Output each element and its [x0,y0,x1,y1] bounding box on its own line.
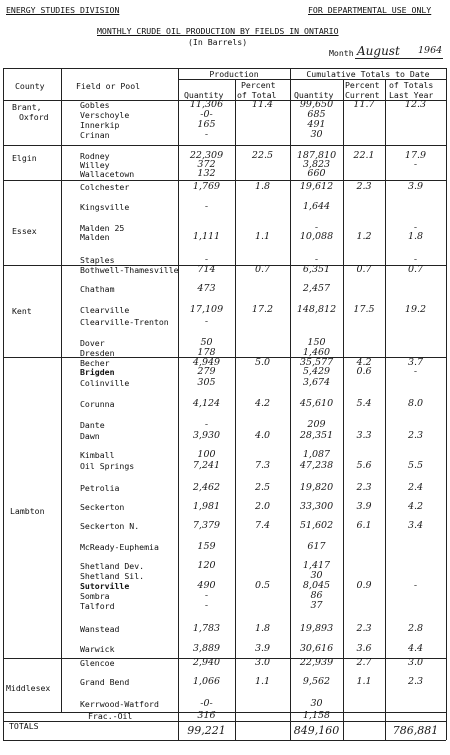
row-quantity: 165 [197,119,216,130]
row-cumulative: 30 [310,570,323,581]
row-last-year: 8.0 [407,398,424,409]
row-cumulative: - [314,254,319,265]
row-cumulative: - [314,222,319,233]
row-cumulative: 3,823 [302,159,331,170]
row-field-name: Shetland Sil. [80,571,145,581]
row-quantity: 2,462 [192,482,221,493]
row-percent-current: 3.9 [356,501,372,512]
row-percent: 0.7 [254,264,271,275]
county-oxford: Oxford [19,112,49,122]
row-percent-current: 22.1 [353,150,375,161]
row-quantity: - [204,201,209,212]
row-quantity: -0- [200,109,213,120]
col-production: Production [209,69,259,79]
row-field-name: Clearville [80,305,130,315]
row-cumulative: 209 [307,419,326,430]
row-quantity: 3,930 [192,430,221,441]
row-field-name: Malden [80,232,110,242]
month-underline [355,58,443,59]
row-field-name: Sutorville [80,581,130,591]
row-percent: 4.2 [254,398,271,409]
row-cumulative: 47,238 [299,460,334,471]
division-name: ENERGY STUDIES DIVISION [6,5,120,15]
row-quantity: 178 [197,347,216,358]
row-percent: 7.3 [254,460,271,471]
month-label: Month [329,48,354,58]
row-quantity: 1,769 [192,181,221,192]
row-cumulative: 6,351 [302,264,331,275]
row-percent-current: 17.5 [353,304,375,315]
col-quantity: Quantity [184,90,224,100]
col-percent-current: Percent [345,80,380,90]
row-cumulative: 150 [307,337,326,348]
row-field-name: Clearville-Trenton [80,317,169,327]
col-percent: Percent [241,80,276,90]
row-field-name: Bothwell-Thamesville [80,265,179,275]
row-cumulative: 86 [310,590,323,601]
row-cumulative: 1,087 [302,449,331,460]
row-percent: 0.5 [254,580,271,591]
row-quantity: - [204,129,209,140]
totals-quantity: 99,221 [187,724,226,737]
row-field-name: McReady-Euphemia [80,542,159,552]
row-last-year: 5.5 [407,460,424,471]
row-cumulative: 1,158 [302,710,331,721]
row-last-year: - [413,366,418,377]
row-percent-current: 2.3 [356,482,372,493]
row-field-name: Seckerton N. [80,521,140,531]
report-subtitle: (In Barrels) [188,37,248,47]
row-percent-current: 4.2 [356,357,372,368]
row-quantity: - [204,600,209,611]
row-cumulative: 5,429 [302,366,331,377]
row-cumulative: 685 [307,109,326,120]
row-last-year: 3.7 [407,357,424,368]
row-field-name: Talford [80,601,115,611]
col-quantity-cumulative: Quantity [294,90,334,100]
row-cumulative: 187,810 [296,150,337,161]
use-notice: FOR DEPARTMENTAL USE ONLY [308,5,432,15]
row-field-name: Becher [80,358,110,368]
row-cumulative: 30 [310,698,323,709]
row-cumulative: 1,460 [302,347,331,358]
row-last-year: 19.2 [404,304,427,315]
row-quantity: 714 [197,264,216,275]
row-field-name: Wallacetown [80,169,135,179]
row-quantity: 2,940 [192,657,221,668]
county-kent: Kent [12,306,32,316]
col-of-total: of Total [237,90,277,100]
row-quantity: - [204,254,209,265]
row-percent-current: 3.3 [356,430,372,441]
county-middlesex: Middlesex [6,683,51,693]
row-cumulative: 2,457 [302,283,331,294]
row-field-name: Kingsville [80,202,130,212]
row-quantity: 7,379 [192,520,221,531]
row-field-name: Innerkip [80,120,120,130]
col-county: County [15,81,45,91]
row-cumulative: 9,562 [302,676,331,687]
row-percent: 1.1 [254,676,271,687]
row-field-name: Rodney [80,151,110,161]
county-essex: Essex [12,226,37,236]
row-percent-current: 2.3 [356,181,372,192]
report-title: MONTHLY CRUDE OIL PRODUCTION BY FIELDS IN ONTARIO [97,26,339,36]
row-last-year: - [413,580,418,591]
row-percent-current: 0.7 [356,264,372,275]
col-current: Current [345,90,380,100]
row-percent: 5.0 [254,357,271,368]
totals-label: TOTALS [9,721,39,731]
row-cumulative: 491 [307,119,326,130]
row-field-name: Wanstead [80,624,120,634]
row-cumulative: 35,577 [299,357,334,368]
row-last-year: 2.3 [407,430,424,441]
row-field-name: Verschoyle [80,110,130,120]
row-quantity: 159 [197,541,216,552]
row-cumulative: 30 [310,129,323,140]
row-last-year: 4.2 [407,501,424,512]
row-field-name: Dante [80,420,105,430]
row-field-name: Shetland Dev. [80,561,145,571]
row-cumulative: 1,644 [302,201,331,212]
row-percent: 2.5 [254,482,271,493]
row-percent: 1.1 [254,231,271,242]
totals-last-year: 786,881 [392,724,439,737]
row-percent: 17.2 [251,304,274,315]
row-last-year: 1.8 [407,231,424,242]
row-field-name: Grand Bend [80,677,130,687]
county-elgin: Elgin [12,153,37,163]
county-brant: Brant, [12,102,42,112]
row-field-name: Warwick [80,644,115,654]
row-quantity: 132 [197,168,216,179]
row-field-name: Oil Springs [80,461,135,471]
row-quantity: 372 [197,159,216,170]
row-field-name: Crinan [80,130,110,140]
row-cumulative: 19,893 [299,623,334,634]
row-last-year: - [413,254,418,265]
row-quantity: 1,981 [192,501,221,512]
row-cumulative: 10,088 [299,231,334,242]
row-cumulative: 19,820 [299,482,334,493]
row-percent-current: 6.1 [356,520,372,531]
row-last-year: 4.4 [407,643,424,654]
row-quantity: 3,889 [192,643,221,654]
row-field-name: Sombra [80,591,110,601]
col-cumulative: Cumulative Totals to Date [306,69,430,79]
row-quantity: 7,241 [192,460,221,471]
row-percent-current: 2.7 [356,657,372,668]
row-last-year: 2.3 [407,676,424,687]
row-last-year: 0.7 [407,264,424,275]
totals-cumulative: 849,160 [293,724,340,737]
row-cumulative: 148,812 [296,304,337,315]
row-last-year: 2.8 [407,623,424,634]
row-field-name: Seckerton [80,502,125,512]
row-quantity: 490 [197,580,216,591]
row-cumulative: 33,300 [299,501,334,512]
row-field-name: Dresden [80,348,115,358]
row-field-name: Corunna [80,399,115,409]
row-field-name: Colchester [80,182,130,192]
row-cumulative: 28,351 [299,430,334,441]
row-percent-current: 0.6 [356,366,372,377]
row-percent: 4.0 [254,430,271,441]
row-quantity: 50 [200,337,213,348]
row-cumulative: 30,616 [299,643,334,654]
row-last-year: - [413,159,418,170]
row-field-name: Dover [80,338,105,348]
row-field-name: Chatham [80,284,115,294]
row-quantity: 1,111 [192,231,221,242]
row-quantity: 4,949 [192,357,221,368]
row-percent-current: 1.1 [356,676,372,687]
row-last-year: 2.4 [407,482,424,493]
row-quantity: - [204,590,209,601]
row-quantity: 279 [197,366,216,377]
row-quantity: 17,109 [189,304,224,315]
row-percent-current: 5.6 [356,460,372,471]
row-cumulative: 37 [310,600,323,611]
row-percent-current: 1.2 [356,231,372,242]
row-field-name: Staples [80,255,115,265]
row-cumulative: 99,650 [299,99,334,110]
row-quantity: 305 [197,377,216,388]
row-last-year: - [413,222,418,233]
col-of-totals: of Totals [389,80,434,90]
row-percent: 7.4 [254,520,271,531]
row-percent: 3.0 [254,657,271,668]
row-quantity: 4,124 [192,398,221,409]
row-cumulative: 3,674 [302,377,331,388]
row-last-year: 17.9 [404,150,427,161]
row-quantity: 11,306 [189,99,224,110]
col-field: Field or Pool [76,81,141,91]
row-quantity: 120 [197,560,216,571]
county-lambton: Lambton [10,506,45,516]
row-quantity: 473 [197,283,216,294]
row-field-name: Kerrwood-Watford [80,699,159,709]
row-quantity: 316 [197,710,216,721]
row-last-year: 12.3 [404,99,427,110]
row-field-name: Glencoe [80,658,115,668]
row-quantity: - [204,316,209,327]
row-cumulative: 1,417 [302,560,331,571]
row-field-name: Kimball [80,450,115,460]
col-last-year: Last Year [389,90,434,100]
row-percent-current: 5.4 [356,398,372,409]
row-field-name: Willey [80,160,110,170]
row-percent-current: 0.9 [356,580,372,591]
row-quantity: 1,066 [192,676,221,687]
row-percent: 3.9 [254,643,271,654]
row-field-name: Dawn [80,431,100,441]
row-cumulative: 617 [307,541,326,552]
row-percent: 22.5 [251,150,274,161]
row-last-year: 3.4 [407,520,424,531]
row-field-name: Petrolia [80,483,120,493]
row-field-name: Frac.-Oil [88,711,133,721]
row-quantity: -0- [200,698,213,709]
year-value: 1964 [418,45,443,56]
row-cumulative: 19,612 [299,181,334,192]
row-field-name: Gobles [80,100,110,110]
row-quantity: 22,309 [189,150,224,161]
row-cumulative: 51,602 [299,520,334,531]
row-percent: 1.8 [254,623,271,634]
row-percent-current: 3.6 [356,643,372,654]
row-percent: 2.0 [254,501,271,512]
row-last-year: 3.9 [407,181,424,192]
row-percent-current: 2.3 [356,623,372,634]
row-quantity: 100 [197,449,216,460]
row-last-year: 3.0 [407,657,424,668]
row-percent-current: 11.7 [353,99,375,110]
row-quantity: - [204,419,209,430]
row-cumulative: 45,610 [299,398,334,409]
row-percent: 1.8 [254,181,271,192]
row-cumulative: 22,939 [299,657,334,668]
row-cumulative: 8,045 [302,580,331,591]
row-percent: 11.4 [251,99,274,110]
row-field-name: Brigden [80,367,115,377]
month-value: August [357,44,400,58]
row-quantity: 1,783 [192,623,221,634]
row-cumulative: 660 [307,168,326,179]
row-field-name: Malden 25 [80,223,125,233]
row-field-name: Colinville [80,378,130,388]
